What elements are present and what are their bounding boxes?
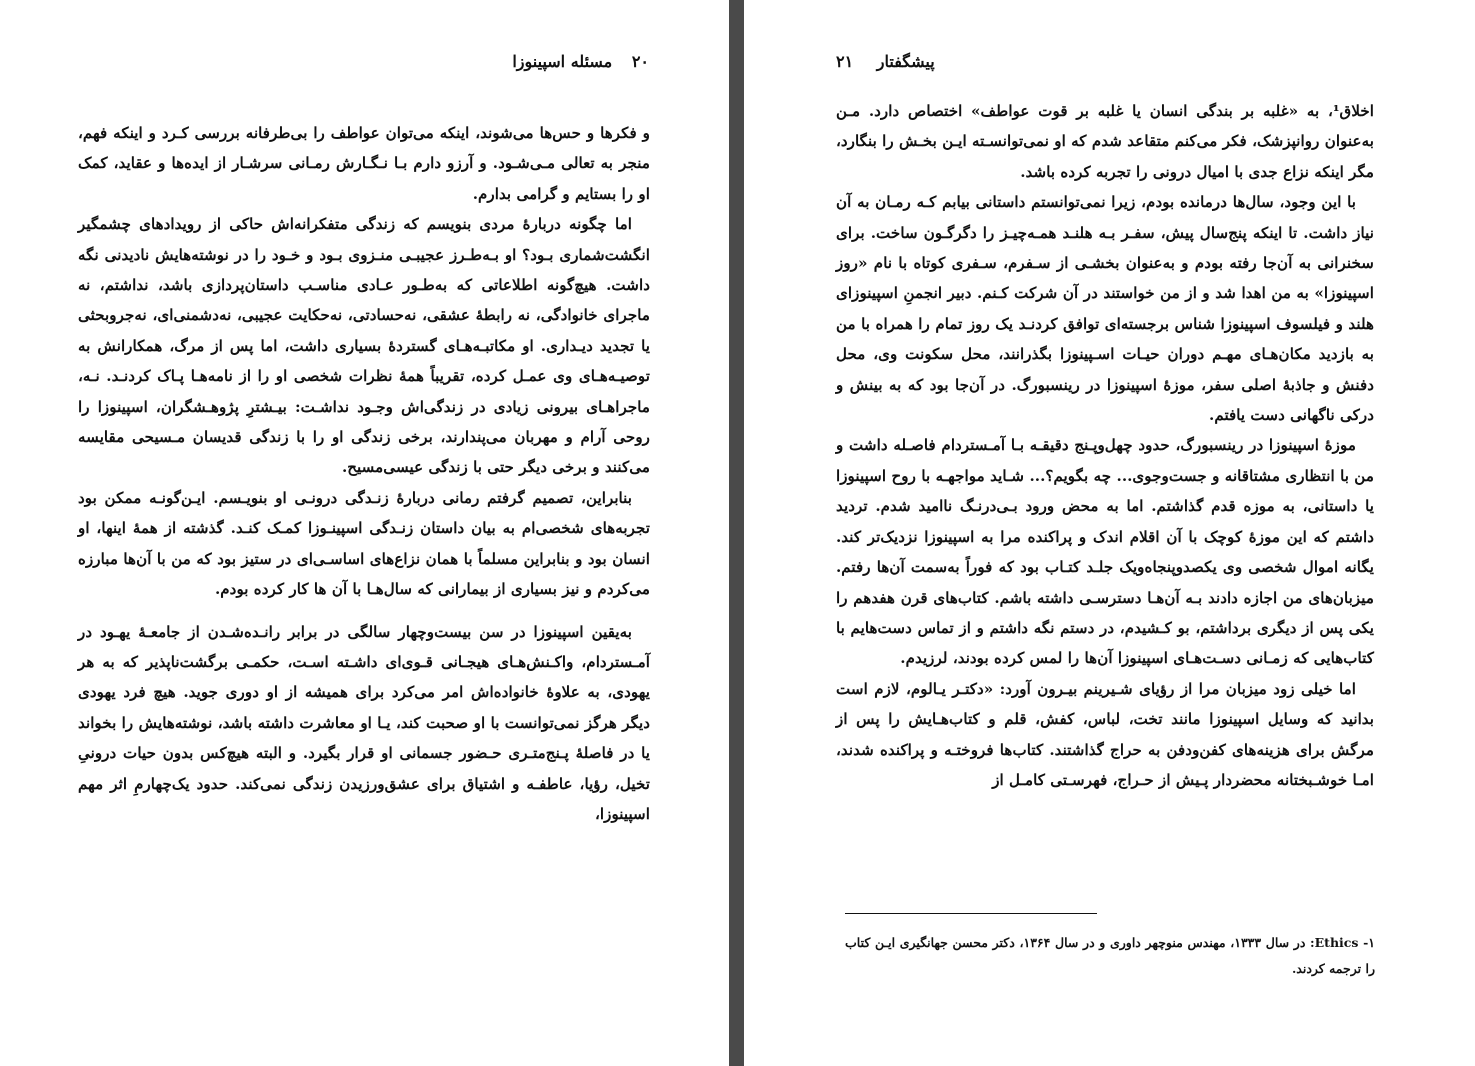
right-body-text: [836, 96, 1374, 795]
left-paragraph-4: به‌یقین اسپینوزا در سن بیست‌وچهار سالگی در برابر رانـده‌شـدن از جامعـهٔ یهـود در آمـستردام، واکـنش‌هـای هیجـانی قـوی‌ای داشـته اسـت، حکمـی برگشت‌ناپذیر که به هر یهودی، به علاوهٔ خانواده‌اش امر می‌کرد برای همیشه از او دوری جوید. هیچ فرد یهودی دیگر هرگز نمی‌توانست با او صحبت کند، یـا او معاشرت داشته باشد، نوشته‌هایش را بخواند یا در فاصلهٔ پـنج‌متـری حـضور جسمانی او قرار بگیرد. و البته هیچ‌کس بدون حیات درونیِ تخیل، رؤیا، عاطفـه و اشتیاق برای عشق‌ورزیدن زندگی نمی‌کند. حدود یک‌چهارمِ اثر مهم اسپینوزا،: [78, 622, 650, 823]
left-running-header: [512, 52, 649, 71]
footnote-label: Ethics -۱: [1314, 935, 1375, 950]
right-paragraph-2: با این وجود، سال‌ها درمانده بودم، زیرا نمی‌توانستم داستانی بیابم کـه رمـان به آن نیاز داشت. تا اینکه پنج‌سال پیش، سفـر بـه هلنـد همـه‌چیـز را دگرگـون ساخت. برای سخنرانی به آن‌جا رفته بودم و به‌عنوان بخشـی از سـفرم، سـفری کوتاه با نام «روز اسپینوزا» به من اهدا شد و از من خواستند در آن شرکت کـنم. دبیر انجمنِ اسپینوزای هلند و فیلسوف اسپینوزا شناس برجسته‌ای توافق کردنـد یک روز تمام را همراه با من به بازدید مکان‌هـای مهـم دوران حیـات اسـپینوزا بگذرانند، محل سکونت وی، محل دفنش و جاذبهٔ اصلی سفر، موزهٔ اسپینوزا در رینسبورگ. در آن‌جا بود که به بینش و درکی ناگهانی دست یافتم.: [836, 193, 1374, 425]
footnote-text: : در سال ۱۳۳۳، مهندس منوچهر داوری و در سال ۱۳۶۴، دکتر محسن جهانگیری ایـن کتاب را ترجمه کردند.: [845, 935, 1375, 976]
right-page-number: ۲۱: [836, 52, 854, 71]
book-gutter: [729, 0, 744, 1066]
right-running-header: [836, 52, 935, 71]
left-paragraph-2: اما چگونه دربارهٔ مردی بنویسم که زندگی متفکرانه‌اش حاکی از رویدادهای چشمگیر انگشت‌شماری بـود؟ او بـه‌طـرز عجیبـی منـزوی بـود و خـود را در نوشته‌هایش نادیدنی نگه داشت. هیچ‌گونه اطلاعاتی که به‌طـور عـادی مناسـب داستان‌پردازی باشد، نداشتم، نه ماجرای خانوادگی، نه رابطهٔ عشقی، نه‌حسادتی، نه‌حکایت عجیبی، نه‌دشمنی‌ای، نه‌جروبحثی یا تجدید دیـداری. او مکاتبـه‌هـای گستردهٔ بسیاری داشت، اما پس از مرگ، همکارانش به توصیـه‌هـای وی عمـل کرده، تقریباً همهٔ نظرات شخصی او را از نامه‌هـا پـاک کردنـد. نـه، ماجراهـای بیرونی زیادی در زندگی‌اش وجـود نداشـت: بیـشترِ پژوهـشگران، اسپینوزا را روحی آرام و مهربان می‌پندارند، برخی زندگی او را با زندگی قدیسان مـسیحی مقایسه می‌کنند و برخی دیگر حتی با زندگی عیسی‌مسیح.: [78, 215, 650, 477]
left-running-head-title: مسئله اسپینوزا: [512, 52, 613, 71]
left-paragraph-3: بنابراین، تصمیم گرفتم رمانی دربارهٔ زنـدگی درونـی او بنویـسم. ایـن‌گونـه ممکن بود تجربه‌های شخصی‌ام به بیان داستان زنـدگی اسپینـوزا کمـک کنـد. گذشته از همهٔ اینها، او انسان بود و بنابراین مسلماً با همان نزاع‌های اساسـی‌ای در ستیز بود که من با آن‌ها مبارزه می‌کردم و نیز بسیاری از بیمارانی که سال‌هـا با آن ها کار کرده بودم.: [78, 488, 650, 599]
right-paragraph-3: موزهٔ اسپینوزا در رینسبورگ، حدود چهل‌وپـنج دقیقـه بـا آمـستردام فاصـله داشت و من با انتظاری مشتاقانه و جست‌وجوی... چه بگویم؟... شـاید مواجهـه با روح اسپینوزا یا داستانی، به موزه قدم گذاشتم. اما به محض ورود بـی‌درنـگ ناامید شدم. تردید داشتم که این موزهٔ کوچک با آن اقلام اندک و پراکنده مرا به اسپینوزا نزدیک‌تر کند. یگانه اموال شخصی وی یکصدوپنجاه‌ویک جلـد کتـاب بود که فوراً به‌سمت آن‌ها رفتم. میزبان‌های من اجازه دادند بـه آن‌هـا دسترسـی داشته باشم. کتاب‌های قرن هفدهم را یکی پس از دیگری برداشتم، بو کـشیدم، در دستم نگه داشتم و از تماس دست‌هایم با کتاب‌هایی که زمـانی دسـت‌هـای اسپینوزا آن‌ها را لمس کرده بودند، لرزیدم.: [836, 436, 1374, 668]
right-paragraph-4: اما خیلی زود میزبان مرا از رؤیای شـیرینم بیـرون آورد: «دکتـر یـالوم، لازم است بدانید که وسایل اسپینوزا مانند تخت، لباس، کفش، قلم و کتاب‌هـایش را پس از مرگش برای هزینه‌های کفن‌ودفن به حراج گذاشتند. کتاب‌ها فروختـه و پراکنده شدند، امـا خوشـبختانه محضردار پـیش از حـراج، فهرسـتی کامـل از: [836, 679, 1374, 789]
left-page: [0, 0, 729, 1066]
footnote: [845, 930, 1375, 982]
left-body-text: [78, 118, 650, 829]
left-paragraph-1: و فکرها و حس‌ها می‌شوند، اینکه می‌توان عواطف را بی‌طرفانه بررسی کـرد و اینکه فهم، منجر به تعالی مـی‌شـود. و آرزو دارم بـا نـگـارش رمـانی سرشـار از ایده‌ها و عقاید، کمک او را بستایم و گرامی بدارم.: [78, 124, 650, 203]
left-page-number: ۲۰: [631, 52, 649, 71]
right-paragraph-1: اخلاق¹، به «غلبه بر بندگی انسان یا غلبه بر قوت عواطف» اختصاص دارد. مـن به‌عنوان روانپزشک، فکر می‌کنم متقاعد شدم که او نمی‌توانسـته ایـن بخـش را بنگارد، مگر اینکه نزاع جدی با امیال درونی را تجربه کرده باشد.: [836, 102, 1374, 181]
right-running-head-title: پیشگفتار: [876, 52, 935, 71]
footnote-divider: [845, 913, 1097, 914]
